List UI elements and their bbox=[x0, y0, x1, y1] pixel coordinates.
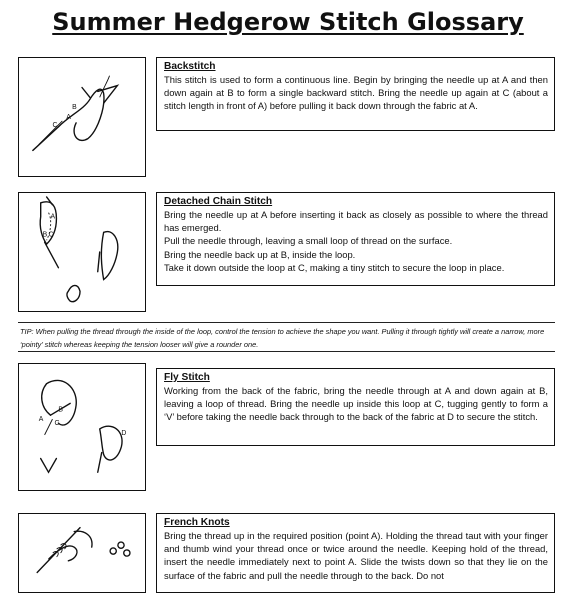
page-title: Summer Hedgerow Stitch Glossary bbox=[52, 8, 524, 36]
label-b: B bbox=[58, 406, 63, 414]
label-d: D bbox=[121, 429, 127, 437]
french-knots-heading: French Knots bbox=[164, 517, 230, 528]
label-b: B bbox=[42, 231, 48, 239]
backstitch-text: This stitch is used to form a continuous line. Begin by bringing the needle up at A and then down again at B to form a single backward stitch. Bring the needle up again at C (about a stitch length in front of A) before pulling it back down through the fabric at A. bbox=[164, 74, 548, 112]
detached-chain-heading: Detached Chain Stitch bbox=[164, 196, 273, 207]
fly-stitch-illustration bbox=[18, 363, 146, 491]
tip-note: TIP: When pulling the thread through the inside of the loop, control the tension to achieve the shape you want. Pulling it through tightly will create a narrow, more ‘pointy’ stitch whereas keeping the tension looser will give a rounder one. bbox=[18, 322, 555, 352]
detached-chain-text-2: Pull the needle through, leaving a small loop of thread on the surface. bbox=[164, 235, 453, 247]
backstitch-illustration bbox=[18, 57, 146, 177]
detached-chain-text-4: Take it down outside the loop at C, making a tiny stitch to secure the loop in place. bbox=[164, 261, 505, 273]
label-b: B bbox=[72, 104, 77, 112]
fly-stitch-description bbox=[156, 368, 555, 446]
label-a: A bbox=[66, 113, 71, 121]
detached-chain-text-1: Bring the needle up at A before inserting it back as closely as possible to where the thread has emerged. bbox=[164, 209, 548, 234]
label-c: C bbox=[52, 121, 58, 129]
fly-stitch-text: Working from the back of the fabric, bring the needle through at A and down again at B, leaving a loop of thread. Bring the needle up inside this loop at C, tugging gently to form a ‘V’ before taking the needle back through to the back of the fabric at D to secure the stitch. bbox=[164, 385, 548, 423]
french-knots-text: Bring the thread up in the required position (point A). Holding the thread taut with your finger and thumb wind your thread once or twice around the needle. Keeping hold of the thread, insert the needle immediately next to point A. Slide the twists down so that they lie on the surface of the fabric and pull the needle through to the back. Do not bbox=[164, 530, 548, 581]
french-knots-illustration bbox=[18, 513, 146, 593]
detached-chain-description bbox=[156, 192, 555, 286]
backstitch-heading: Backstitch bbox=[164, 61, 216, 72]
detached-chain-text-3: Bring the needle back up at B, inside the loop. bbox=[164, 248, 356, 260]
detached-chain-illustration bbox=[18, 192, 146, 312]
label-c: C bbox=[48, 231, 54, 239]
fly-stitch-heading: Fly Stitch bbox=[164, 372, 210, 383]
label-c: C bbox=[54, 420, 60, 428]
french-knots-description bbox=[156, 513, 555, 593]
backstitch-description bbox=[156, 57, 555, 131]
label-a: A bbox=[38, 416, 44, 424]
label-a: A bbox=[50, 213, 56, 221]
